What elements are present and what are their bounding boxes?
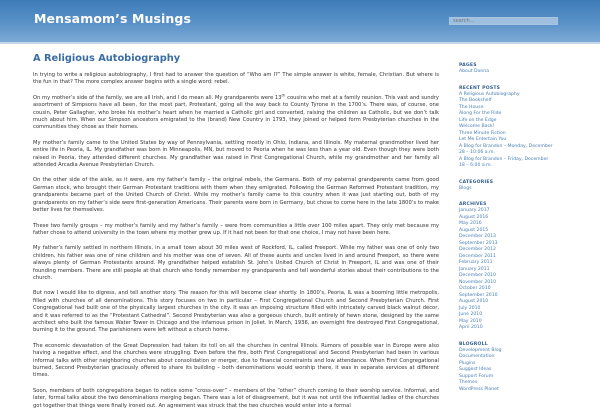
- sidebar-link[interactable]: 18 – 6:00 a.m.: [459, 163, 493, 168]
- sidebar: [459, 63, 589, 403]
- sidebar-link[interactable]: Blogs: [459, 185, 472, 191]
- sidebar-link[interactable]: November 2010: [459, 279, 497, 285]
- sidebar-link[interactable]: Three Minute Fiction: [459, 130, 506, 136]
- ordinal-superscript: th: [281, 92, 286, 98]
- sidebar-section-archives: [459, 202, 589, 332]
- sidebar-link[interactable]: May 2016: [459, 221, 482, 226]
- sidebar-link[interactable]: October 2010: [459, 286, 491, 291]
- sidebar-section-pages: [459, 63, 589, 76]
- post-paragraph: My mother’s family came to the United States by way of Pennsylvania, settling mostly in Ohio, Indiana, and Illinois. My maternal grandmother lived her entire life in Peoria, IL. My grandfather was born in Minneapolis, MN, but moved to Peoria when he was less than a year old. Even though they were both raised in Peoria, they attended different churches. My grandfather was raised in First Congregational Church, while my grandmother and her family all attended Arcadia Avenue Presbyterian Church.: [33, 139, 439, 169]
- sidebar-link[interactable]: June 2010: [459, 312, 483, 317]
- sidebar-link[interactable]: Welcome Back!: [459, 124, 495, 129]
- search-input[interactable]: [449, 17, 558, 25]
- sidebar-link[interactable]: February 2011: [459, 260, 493, 265]
- sidebar-section-categories: [459, 180, 589, 193]
- sidebar-link[interactable]: WordPress Planet: [459, 386, 499, 392]
- post-paragraph: [33, 92, 439, 132]
- post-body: [33, 72, 439, 410]
- sidebar-link[interactable]: A Religious Autobiography: [459, 91, 520, 97]
- post-title[interactable]: A Religious Autobiography: [33, 53, 181, 64]
- paragraph-text: cousins who met at a family reunion. This vast and sundry assortment of Simpsons have all been, for the most part, Protestant, going all the way back to County Tyrone in the 1700’s. There was, of course, one cousin, Peter Gallagher, who broke his mother’s heart when he married a Catholic girl and converted, raising the children as Catholic, but we don’t talk much about him. When our Simpson ancestors emigrated to the (brand) New Country in 1793, they joined or helped form Presbyterian churches in the communities they chose as their homes.: [33, 94, 439, 131]
- sidebar-link[interactable]: Plugins: [459, 360, 476, 366]
- sidebar-link[interactable]: Let Me Entertain You: [459, 137, 507, 142]
- sidebar-link[interactable]: December 2013: [459, 234, 496, 239]
- sidebar-link[interactable]: August 2015: [459, 227, 489, 233]
- sidebar-link[interactable]: A Blog for Brandon – Monday, December: [459, 143, 553, 149]
- sidebar-link[interactable]: December 2011: [459, 253, 496, 259]
- post-paragraph: On the other side of the aisle, as it were, are my father’s family – the original rebels, the Germans. Both of my paternal grandparents came from good German stock, who brought their German Protestant traditions with them when they emigrated. Following the German Reformed Protestant tradition, my grandparents became part of the United Church of Christ. While my mother’s family came to this country when it was just starting out, both of my grandparents on my father’s side were first-generation Americans. Their parents were born in Germany, but chose to come here in the late 1800’s to make better lives for themselves.: [33, 177, 439, 214]
- sidebar-link[interactable]: August 2010: [459, 299, 489, 304]
- sidebar-link[interactable]: May 2010: [459, 318, 482, 324]
- sidebar-link[interactable]: January 2011: [459, 266, 490, 272]
- sidebar-link[interactable]: Development Blog: [459, 347, 502, 353]
- sidebar-link[interactable]: Themes: [459, 380, 478, 385]
- sidebar-list: [459, 208, 589, 332]
- sidebar-link[interactable]: Suggest Ideas: [459, 367, 492, 372]
- sidebar-link[interactable]: September 2013: [459, 240, 498, 246]
- post-paragraph: But now I would like to digress, and tell another story. The reason for this will become clear shortly. In 1800’s, Peoria, IL was a booming little metropolis, filled with churches of all denominations. This story focuses on two in particular – First Congregational Church and Second Presbyterian Church. First Congregational had built one of the physically largest churches in the city. It was an imposing structure filled with intricately carved black walnut décor, and it was referred to as the “Protestant Cathedral”. Second Presbyterian was also a gorgeous church, built entirely of hewn stone, designed by the same architect who built the famous Water Tower in Chicago and the infamous prison in Joliet. In March, 1936, an overnight fire destroyed First Congregational, burning it to the ground. The parishioners were left without a church home.: [33, 290, 439, 334]
- sidebar-link[interactable]: July 2010: [459, 305, 481, 311]
- post-paragraph: In trying to write a religious autobiography, I first had to answer the question of “Who am I?” The simple answer is white, female, Christian. But where is the fun in that? The more complex answer begins with a single word: rebel.: [33, 72, 439, 86]
- sidebar-link[interactable]: The Bookshelf: [459, 98, 492, 103]
- post-paragraph: The economic devastation of the Great Depression had taken its toll on all the churches in central Illinois. Rumors of possible war in Europe were also having a negative effect, and the churches were struggling. Even before the fire, both First Congregational and Second Presbyterian had been in various informal talks with other neighboring churches about consolidation or merger, due to financial constraints and low attendance. When First Congregational burned, Second Presbyterian graciously offered to share its building – both denominations would worship there, it was in separate services at different times.: [33, 342, 439, 379]
- sidebar-heading: ARCHIVES: [459, 202, 487, 207]
- sidebar-link[interactable]: Support Forum: [459, 373, 494, 379]
- sidebar-link[interactable]: December 2010: [459, 273, 496, 278]
- sidebar-heading: RECENT POSTS: [459, 85, 501, 91]
- sidebar-link[interactable]: The House: [459, 104, 484, 110]
- sidebar-list: [459, 348, 589, 394]
- sidebar-link[interactable]: September 2010: [459, 292, 498, 298]
- sidebar-link[interactable]: Documentation: [459, 354, 495, 359]
- sidebar-link[interactable]: January 2017: [459, 208, 490, 213]
- paragraph-text: On my mother’s side of the family, we are all Irish, and I do mean all. My grandparents were 13: [33, 94, 282, 101]
- sidebar-list: [459, 186, 589, 193]
- sidebar-list: [459, 92, 589, 170]
- blog-title-link[interactable]: Mensamom’s Musings: [34, 11, 192, 26]
- sidebar-link[interactable]: A Blog for Brandon – Friday, December: [459, 156, 549, 162]
- sidebar-link[interactable]: Along For the Ride: [459, 111, 502, 116]
- sidebar-link[interactable]: August 2016: [459, 214, 489, 220]
- sidebar-section-recent-posts: [459, 86, 589, 170]
- sidebar-list: [459, 69, 589, 76]
- post-paragraph: Soon, members of both congregations began to notice some “cross-over” – members of the “other” church coming to their worship service. Informal, and later, formal talks about the two denominations merging began. There was a lot of disagreement, but it was not until the influential ladies of the churches got together that things were finally ironed out. An agreement was struck that the two churches would enter into a formal: [33, 387, 439, 409]
- sidebar-heading: PAGES: [459, 63, 477, 68]
- sidebar-link[interactable]: April 2010: [459, 325, 483, 330]
- sidebar-heading: BLOGROLL: [459, 341, 488, 347]
- blog-header: [0, 0, 600, 44]
- post-paragraph: These two family groups – my mother’s family and my father’s family – were from communities a little over 100 miles apart. They only met because my father chose to attend university in the town where my mother grew up. If it had not been for that one choice, I may not have been here.: [33, 222, 439, 236]
- sidebar-link[interactable]: 28 – 10:06 a.m.: [459, 150, 495, 155]
- sidebar-link[interactable]: About Donna: [459, 69, 490, 74]
- sidebar-link[interactable]: Life on the Edge: [459, 117, 497, 123]
- sidebar-link[interactable]: December 2012: [459, 247, 496, 252]
- sidebar-section-blogroll: [459, 342, 589, 394]
- sidebar-heading: CATEGORIES: [459, 179, 494, 185]
- post-paragraph: My father’s family settled in northern Illinois, in a small town about 30 miles west of Rockford, IL, called Freeport. While my father was one of only two children, his father was one of nine children and his mother was one of seven. All of these aunts and uncles lived in and around Freeport, so there were always plenty of German Protestants around. My grandfather helped establish St. John’s United Church of Christ in Freeport, IL and was one of their founding members. There are still people at that church who fondly remember my grandparents and tell wonderful stories about their contributions to the church.: [33, 245, 439, 281]
- main-content: [33, 53, 439, 418]
